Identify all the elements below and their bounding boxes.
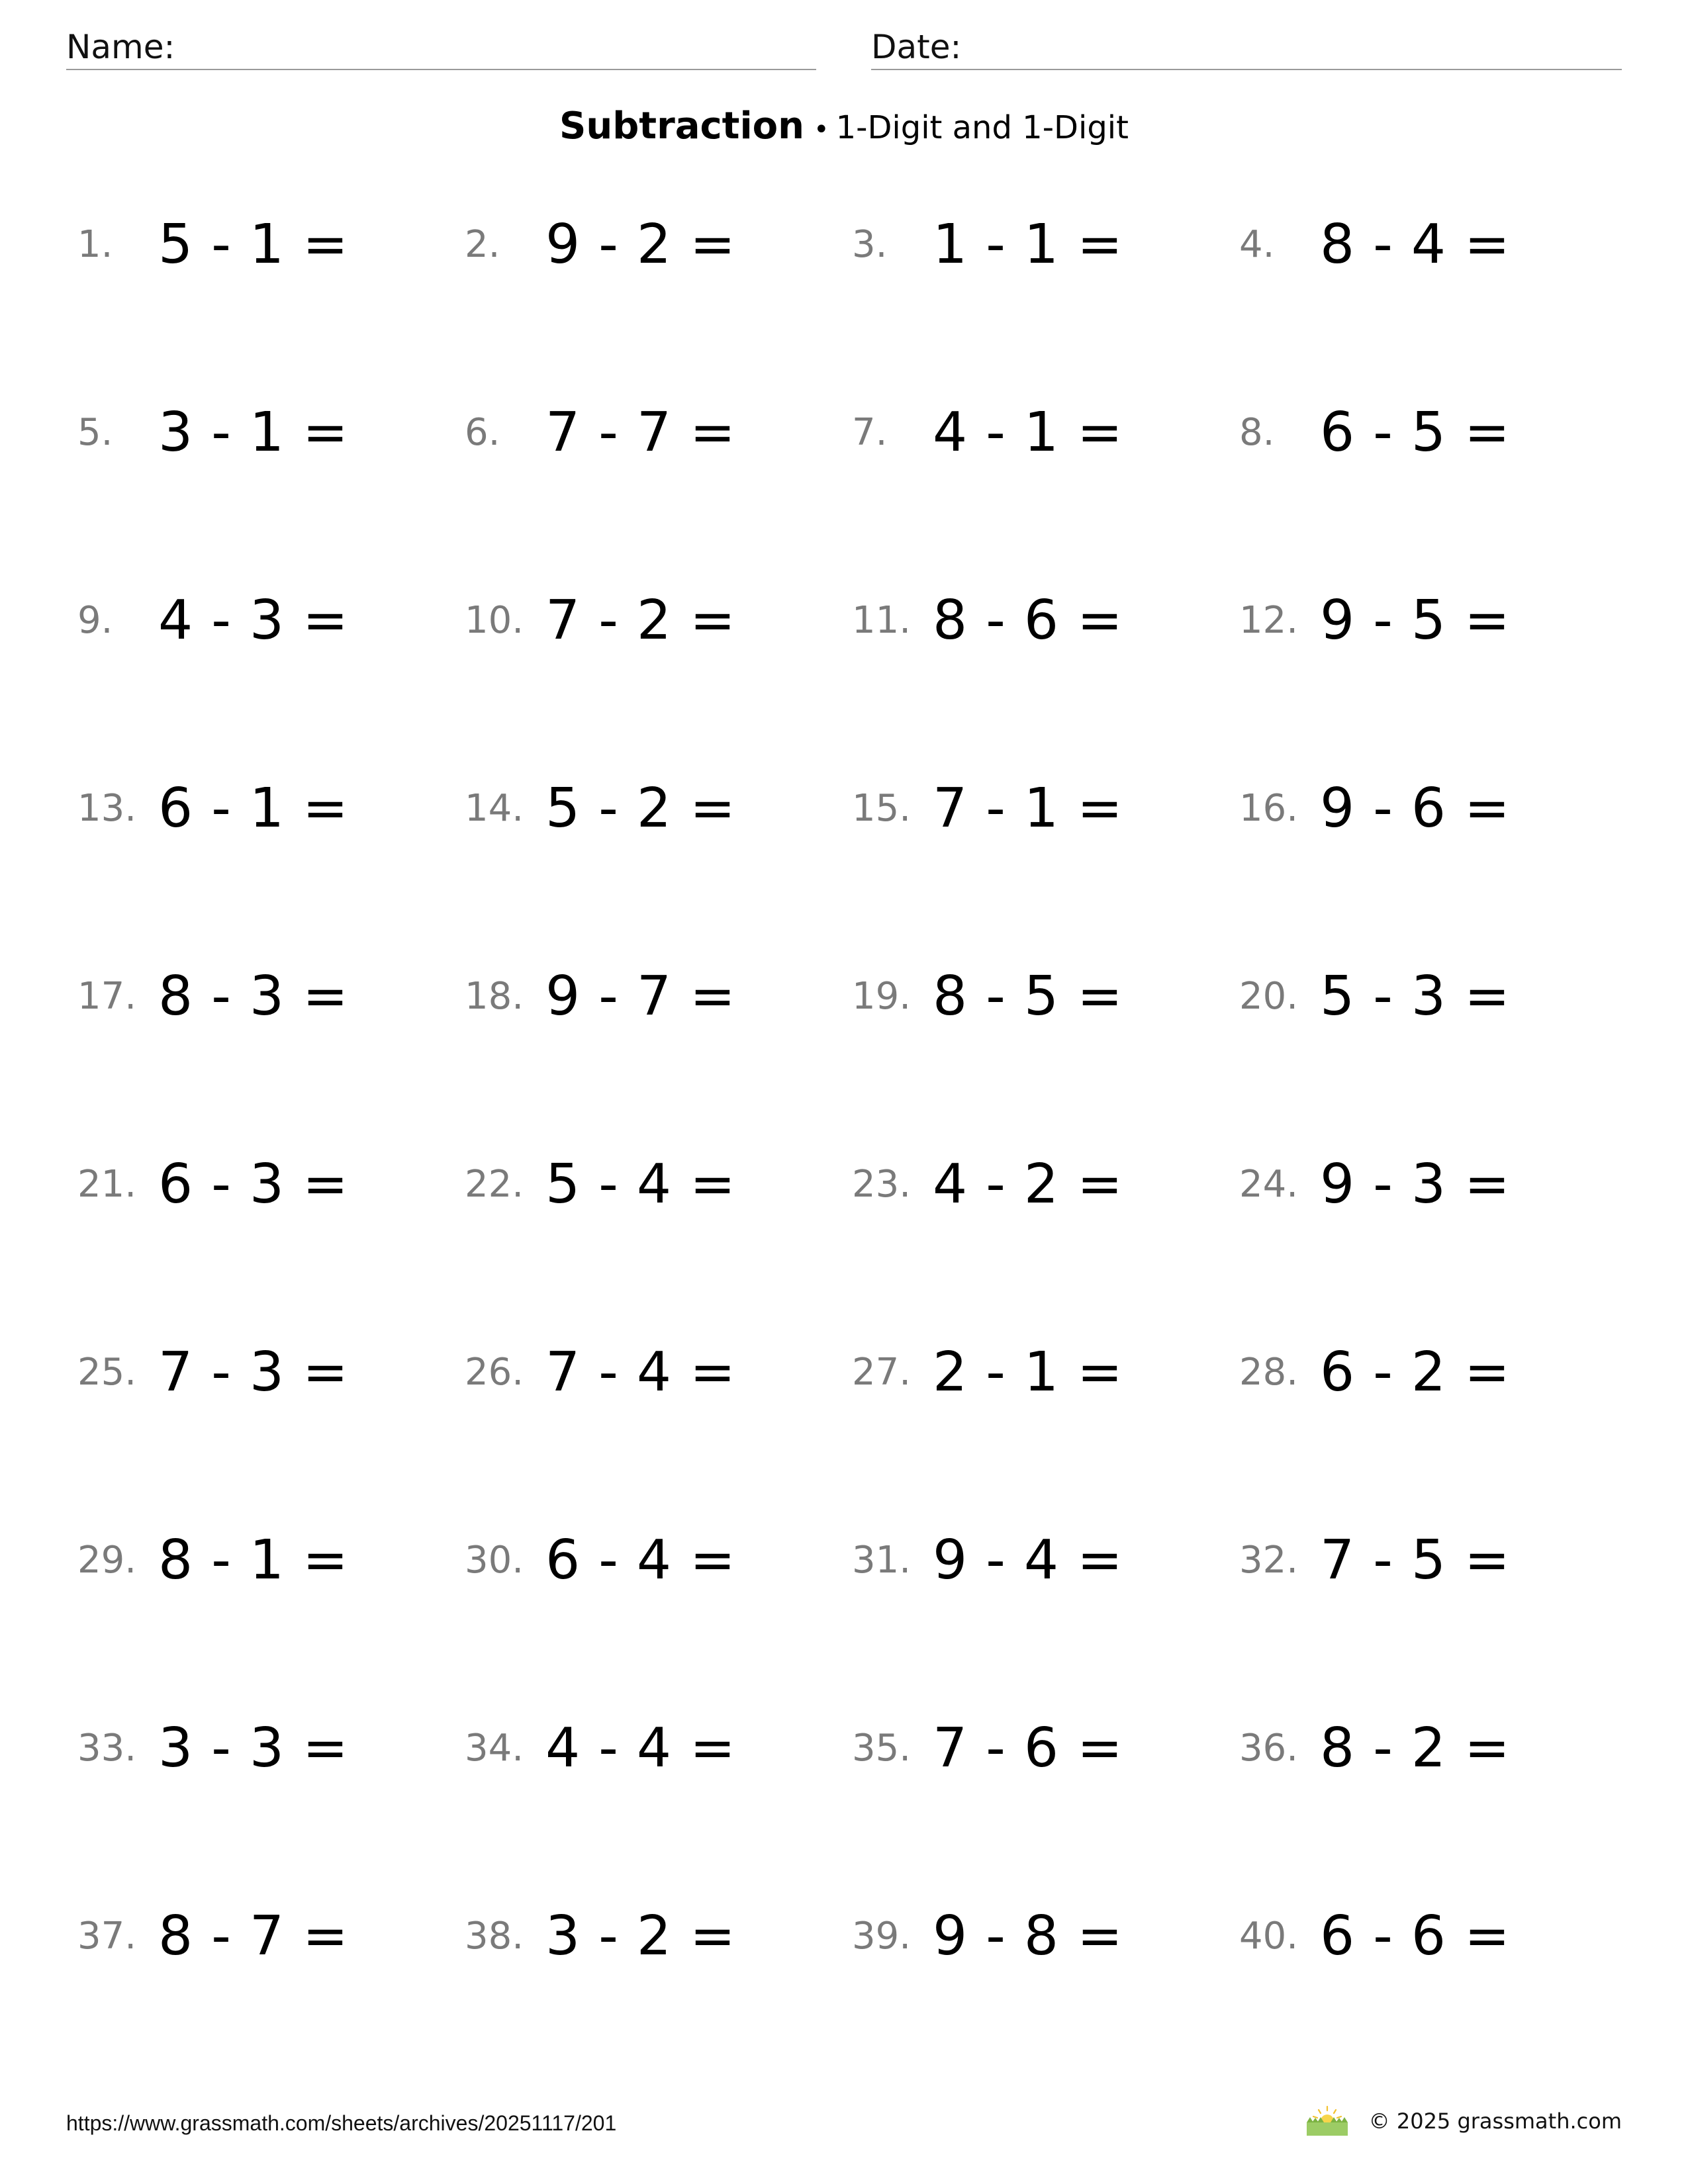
- problem-item: [77, 1138, 448, 1231]
- problem-item: [1239, 1326, 1610, 1419]
- title-subtitle: 1-Digit and 1-Digit: [835, 109, 1129, 146]
- problem-number: 40.: [1239, 1915, 1299, 1958]
- problem-number: 28.: [1239, 1351, 1299, 1394]
- problem-item: [852, 1890, 1223, 1983]
- problem-item: [465, 762, 835, 855]
- problem-item: [465, 1326, 835, 1419]
- problem-number: 3.: [852, 223, 888, 266]
- problem-number: 24.: [1239, 1163, 1299, 1206]
- problem-number: 23.: [852, 1163, 912, 1206]
- problem-number: 31.: [852, 1539, 912, 1582]
- problem-item: [1239, 1702, 1610, 1795]
- problem-grid: [0, 199, 1688, 2085]
- date-label: Date:: [871, 28, 962, 66]
- date-field[interactable]: [871, 26, 1622, 70]
- problem-item: [465, 199, 835, 291]
- problem-number: 7.: [852, 411, 888, 454]
- problem-item: [465, 387, 835, 479]
- problem-number: 32.: [1239, 1539, 1299, 1582]
- problem-item: [77, 1890, 448, 1983]
- problem-expression: 5 - 2 =: [545, 777, 736, 840]
- problem-number: 9.: [77, 599, 113, 642]
- problem-item: [852, 387, 1223, 479]
- problem-expression: 3 - 3 =: [158, 1717, 349, 1780]
- footer-url: https://www.grassmath.com/sheets/archives/20251117/201: [66, 2111, 617, 2135]
- problem-expression: 8 - 4 =: [1320, 213, 1511, 276]
- name-label: Name:: [66, 28, 175, 66]
- problem-item: [852, 762, 1223, 855]
- problem-number: 10.: [465, 599, 524, 642]
- problem-item: [1239, 1890, 1610, 1983]
- problem-item: [1239, 574, 1610, 667]
- problem-expression: 5 - 1 =: [158, 213, 349, 276]
- problem-expression: 5 - 4 =: [545, 1153, 736, 1216]
- grass-sun-logo-icon: [1304, 2105, 1350, 2137]
- problem-expression: 3 - 2 =: [545, 1905, 736, 1968]
- problem-number: 36.: [1239, 1727, 1299, 1770]
- problem-number: 4.: [1239, 223, 1275, 266]
- problem-number: 16.: [1239, 787, 1299, 830]
- problem-number: 14.: [465, 787, 524, 830]
- problem-expression: 9 - 8 =: [933, 1905, 1123, 1968]
- problem-item: [1239, 199, 1610, 291]
- problem-number: 33.: [77, 1727, 137, 1770]
- problem-item: [77, 199, 448, 291]
- problem-expression: 9 - 4 =: [933, 1529, 1123, 1592]
- title-separator: •: [813, 114, 829, 145]
- problem-item: [465, 1514, 835, 1607]
- problem-expression: 6 - 4 =: [545, 1529, 736, 1592]
- problem-number: 38.: [465, 1915, 524, 1958]
- problem-item: [1239, 387, 1610, 479]
- problem-expression: 7 - 7 =: [545, 401, 736, 464]
- problem-expression: 7 - 3 =: [158, 1341, 349, 1404]
- problem-number: 29.: [77, 1539, 137, 1582]
- problem-item: [1239, 1514, 1610, 1607]
- problem-item: [465, 574, 835, 667]
- problem-expression: 9 - 6 =: [1320, 777, 1511, 840]
- problem-expression: 9 - 2 =: [545, 213, 736, 276]
- problem-item: [852, 574, 1223, 667]
- problem-item: [77, 387, 448, 479]
- problem-expression: 4 - 3 =: [158, 589, 349, 652]
- problem-number: 8.: [1239, 411, 1275, 454]
- problem-expression: 1 - 1 =: [933, 213, 1123, 276]
- problem-number: 39.: [852, 1915, 912, 1958]
- problem-expression: 8 - 3 =: [158, 965, 349, 1028]
- problem-item: [465, 950, 835, 1043]
- problem-number: 6.: [465, 411, 500, 454]
- problem-number: 12.: [1239, 599, 1299, 642]
- title-main: Subtraction: [559, 105, 804, 148]
- problem-number: 35.: [852, 1727, 912, 1770]
- problem-number: 11.: [852, 599, 912, 642]
- problem-expression: 6 - 3 =: [158, 1153, 349, 1216]
- problem-expression: 8 - 5 =: [933, 965, 1123, 1028]
- problem-item: [852, 1514, 1223, 1607]
- problem-number: 21.: [77, 1163, 137, 1206]
- problem-item: [77, 1514, 448, 1607]
- problem-expression: 8 - 2 =: [1320, 1717, 1511, 1780]
- problem-item: [852, 1326, 1223, 1419]
- problem-number: 37.: [77, 1915, 137, 1958]
- problem-expression: 8 - 6 =: [933, 589, 1123, 652]
- problem-expression: 3 - 1 =: [158, 401, 349, 464]
- problem-expression: 9 - 3 =: [1320, 1153, 1511, 1216]
- problem-expression: 7 - 2 =: [545, 589, 736, 652]
- problem-expression: 5 - 3 =: [1320, 965, 1511, 1028]
- footer-brand: [1304, 2105, 1622, 2138]
- problem-item: [77, 762, 448, 855]
- problem-expression: 4 - 2 =: [933, 1153, 1123, 1216]
- problem-expression: 7 - 5 =: [1320, 1529, 1511, 1592]
- problem-expression: 9 - 5 =: [1320, 589, 1511, 652]
- problem-expression: 8 - 1 =: [158, 1529, 349, 1592]
- problem-expression: 9 - 7 =: [545, 965, 736, 1028]
- problem-number: 13.: [77, 787, 137, 830]
- problem-number: 30.: [465, 1539, 524, 1582]
- problem-number: 20.: [1239, 975, 1299, 1018]
- problem-expression: 8 - 7 =: [158, 1905, 349, 1968]
- problem-number: 27.: [852, 1351, 912, 1394]
- problem-number: 22.: [465, 1163, 524, 1206]
- problem-item: [1239, 1138, 1610, 1231]
- name-field[interactable]: [66, 26, 816, 70]
- problem-number: 19.: [852, 975, 912, 1018]
- problem-item: [77, 1702, 448, 1795]
- problem-item: [77, 1326, 448, 1419]
- problem-expression: 4 - 4 =: [545, 1717, 736, 1780]
- problem-number: 26.: [465, 1351, 524, 1394]
- copyright-text: © 2025 grassmath.com: [1368, 2109, 1622, 2134]
- problem-number: 25.: [77, 1351, 137, 1394]
- problem-expression: 7 - 4 =: [545, 1341, 736, 1404]
- worksheet-title: [0, 105, 1688, 148]
- problem-expression: 6 - 5 =: [1320, 401, 1511, 464]
- problem-item: [465, 1890, 835, 1983]
- problem-item: [852, 1702, 1223, 1795]
- problem-number: 18.: [465, 975, 524, 1018]
- problem-item: [465, 1138, 835, 1231]
- problem-item: [1239, 950, 1610, 1043]
- problem-number: 34.: [465, 1727, 524, 1770]
- problem-number: 17.: [77, 975, 137, 1018]
- problem-item: [852, 199, 1223, 291]
- problem-item: [77, 950, 448, 1043]
- problem-expression: 4 - 1 =: [933, 401, 1123, 464]
- problem-expression: 7 - 1 =: [933, 777, 1123, 840]
- problem-number: 15.: [852, 787, 912, 830]
- problem-item: [465, 1702, 835, 1795]
- problem-number: 1.: [77, 223, 113, 266]
- problem-number: 2.: [465, 223, 500, 266]
- problem-expression: 6 - 2 =: [1320, 1341, 1511, 1404]
- problem-expression: 7 - 6 =: [933, 1717, 1123, 1780]
- problem-item: [852, 1138, 1223, 1231]
- problem-expression: 6 - 6 =: [1320, 1905, 1511, 1968]
- problem-item: [1239, 762, 1610, 855]
- problem-expression: 2 - 1 =: [933, 1341, 1123, 1404]
- problem-item: [77, 574, 448, 667]
- problem-number: 5.: [77, 411, 113, 454]
- problem-item: [852, 950, 1223, 1043]
- problem-expression: 6 - 1 =: [158, 777, 349, 840]
